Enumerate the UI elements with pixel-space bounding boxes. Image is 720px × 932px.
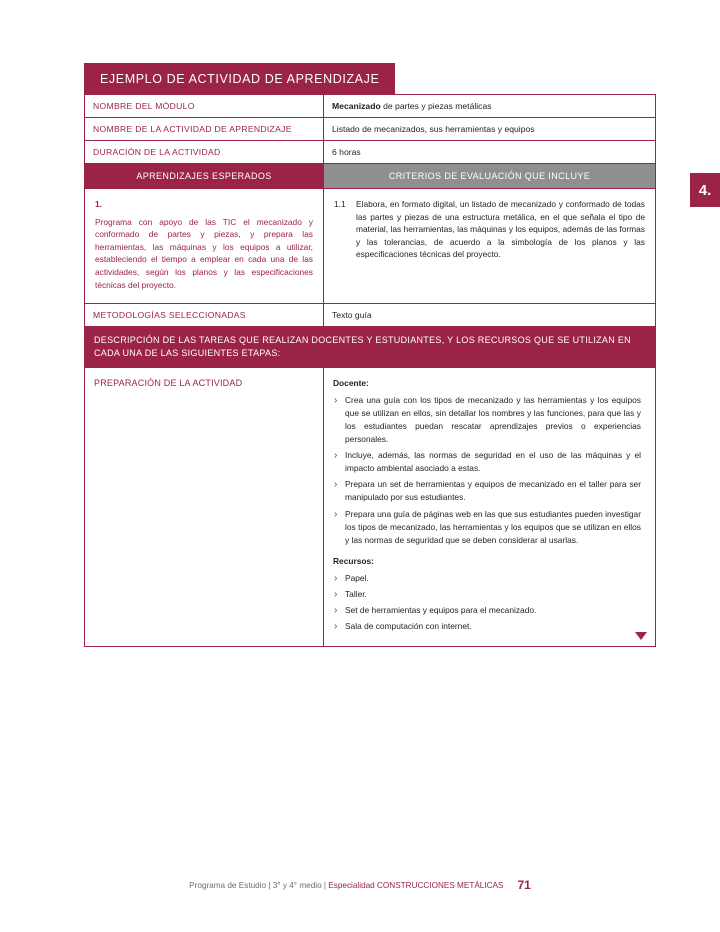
label-activity-name: NOMBRE DE LA ACTIVIDAD DE APRENDIZAJE: [85, 118, 324, 141]
stage-label-preparation: PREPARACIÓN DE LA ACTIVIDAD: [85, 368, 324, 646]
page-title: EJEMPLO DE ACTIVIDAD DE APRENDIZAJE: [84, 63, 395, 94]
learning-outcome-text: Programa con apoyo de las TIC el mecanizado y conformado de partes y piezas, y prepara las herramientas, las máquinas y los equipos a utilizar, estableciendo el tiempo a emplear en cada una de las actividades, según los planos y las especificaciones técnicas del proyecto.: [95, 216, 313, 290]
value-module-rest: de partes y piezas metálicas: [380, 101, 492, 111]
value-activity-name: Listado de mecanizados, sus herramientas y equipos: [324, 118, 656, 141]
learning-outcome-cell: [85, 189, 324, 304]
table-row-stage: [85, 368, 656, 646]
activity-table: [84, 94, 656, 647]
tasks-description-banner: DESCRIPCIÓN DE LAS TAREAS QUE REALIZAN DOCENTES Y ESTUDIANTES, Y LOS RECURSOS QUE SE UTILIZAN EN CADA UNA DE LAS SIGUIENTES ETAPAS:: [85, 327, 656, 368]
teacher-heading: Docente:: [333, 378, 369, 389]
table-row-headers: [85, 164, 656, 189]
label-duration: DURACIÓN DE LA ACTIVIDAD: [85, 141, 324, 164]
list-item: › Prepara un set de herramientas y equipos de mecanizado en el taller para ser manipulado por sus estudiantes.: [333, 478, 641, 504]
teacher-task-list: [333, 394, 641, 546]
activity-example-card: [84, 63, 656, 647]
criteria-number: 1.1: [334, 199, 346, 209]
list-item: › Prepara una guía de páginas web en las que sus estudiantes pueden investigar los tipos de mecanizado, las herramientas y los equipos que se utilizan en ellos y las normas de seguridad que se deben considerar al usarlas.: [333, 508, 641, 547]
list-item: › Papel.: [333, 572, 641, 585]
value-module-bold: Mecanizado: [332, 101, 381, 111]
header-learning-outcomes: APRENDIZAJES ESPERADOS: [85, 164, 324, 189]
triangle-down-icon: [635, 632, 647, 640]
list-item: › Taller.: [333, 588, 641, 601]
table-row-module: [85, 95, 656, 118]
table-row-tasks-banner: [85, 327, 656, 368]
label-module: NOMBRE DEL MÓDULO: [85, 95, 324, 118]
table-row-methodologies: [85, 304, 656, 327]
learning-outcome-number: 1.: [95, 199, 102, 209]
resources-heading: Recursos:: [333, 555, 374, 566]
footer-specialty: Especialidad CONSTRUCCIONES METÁLICAS: [328, 881, 504, 890]
list-item: › Crea una guía con los tipos de mecanizado y las herramientas y los equipos que se utilizan en ellos, sin detallar los nombres y las funciones, para que las y los estudiantes puedan rescatar aprendizajes previos o experiencias personales.: [333, 394, 641, 446]
page-number: 71: [517, 878, 531, 892]
table-row-duration: [85, 141, 656, 164]
criteria-cell: [324, 189, 656, 304]
header-evaluation-criteria: CRITERIOS DE EVALUACIÓN QUE INCLUYE: [324, 164, 656, 189]
table-row-activity-name: [85, 118, 656, 141]
table-row-content: [85, 189, 656, 304]
footer-program: Programa de Estudio | 3° y 4° medio |: [189, 881, 329, 890]
stage-body: [324, 368, 656, 646]
list-item: › Sala de computación con internet.: [333, 620, 641, 633]
list-item: › Set de herramientas y equipos para el mecanizado.: [333, 604, 641, 617]
value-methodologies: Texto guía: [324, 304, 656, 327]
value-duration: 6 horas: [324, 141, 656, 164]
value-module: [324, 95, 656, 118]
resources-list: [333, 572, 641, 633]
label-methodologies: METODOLOGÍAS SELECCIONADAS: [85, 304, 324, 327]
list-item: › Incluye, además, las normas de seguridad en el uso de las máquinas y el impacto ambiental asociado a estas.: [333, 449, 641, 475]
chapter-side-tab: 4.: [690, 173, 720, 207]
page-footer: [0, 878, 720, 892]
criteria-text: Elabora, en formato digital, un listado de mecanizado y conformado de todas las partes y piezas de una estructura metálica, en el que señala el tipo de material, las herramientas, las máquinas y los equipos, además de las formas y las tolerancias, de acuerdo a la simbología de los planos y las especificaciones técnicas del proyecto.: [356, 199, 645, 260]
